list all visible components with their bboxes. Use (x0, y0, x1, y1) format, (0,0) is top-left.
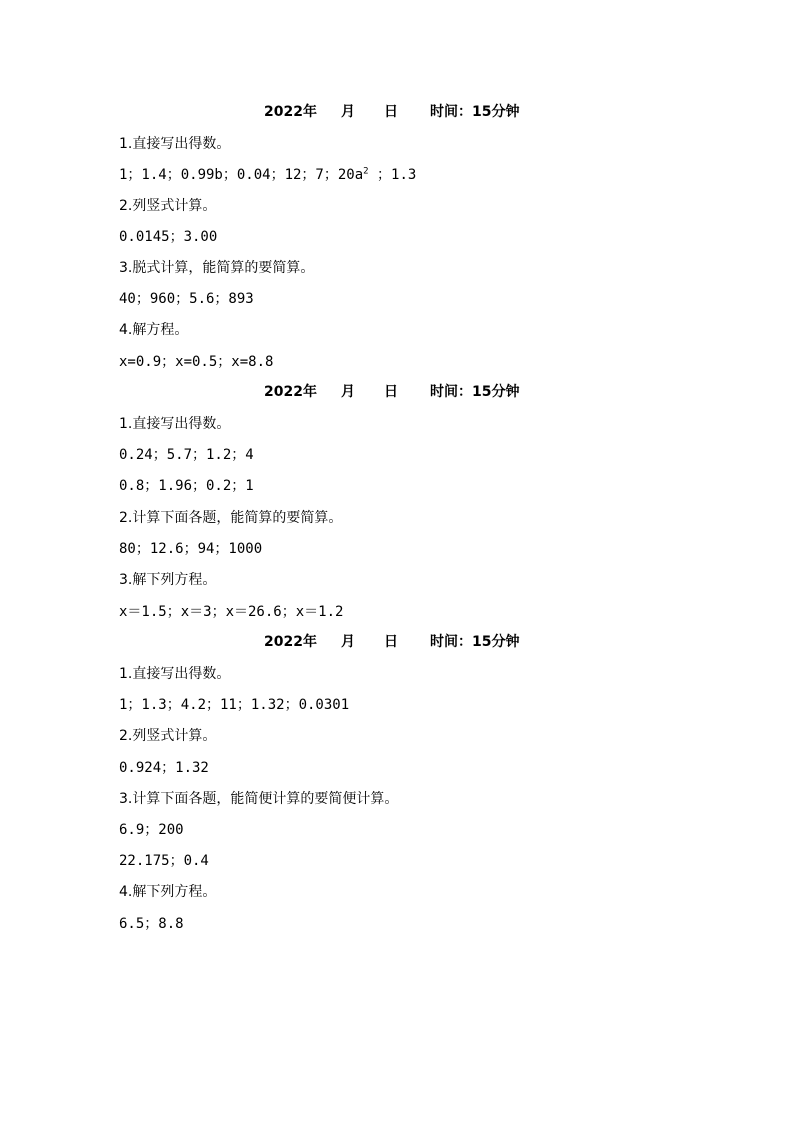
sheet1-q3-title: 3.脱式计算，能简算的要简算。 (119, 260, 315, 276)
sheet2-header-year: 2022年 (264, 384, 317, 400)
sheet2-header-day: 日 (384, 384, 398, 400)
sheet1-q2-title: 2.列竖式计算。 (119, 198, 217, 214)
sheet3-q2-answer: 0.924；1.32 (119, 760, 209, 776)
sheet3-q1-title: 1.直接写出得数。 (119, 666, 231, 682)
sheet2-q3-answer: x＝1.5；x＝3；x＝26.6；x＝1.2 (119, 604, 344, 620)
sheet3-q4-title: 4.解下列方程。 (119, 884, 217, 900)
sheet3-q2-title: 2.列竖式计算。 (119, 728, 217, 744)
sheet1-header-time: 时间：15分钟 (430, 104, 520, 120)
sheet1-q4-answer: x=0.9；x=0.5；x=8.8 (119, 354, 274, 370)
sheet2-q2-title: 2.计算下面各题，能简算的要简算。 (119, 510, 343, 526)
sheet1-q1-answer-a: 1；1.4；0.99b；0.04；12；7；20a (119, 167, 364, 183)
sheet3-header (0, 632, 794, 652)
sheet3-header-time: 时间：15分钟 (430, 634, 520, 650)
sheet1-q1-answer-sup: 2 (363, 166, 369, 177)
sheet2-q3-title: 3.解下列方程。 (119, 572, 217, 588)
sheet2-q2-answer: 80；12.6；94；1000 (119, 541, 263, 557)
sheet2-header-month: 月 (341, 384, 355, 400)
sheet2-q1-title: 1.直接写出得数。 (119, 416, 231, 432)
sheet1-header (0, 102, 794, 122)
sheet3-q3-answer-2: 22.175；0.4 (119, 853, 209, 869)
sheet1-q4-title: 4.解方程。 (119, 322, 189, 338)
sheet1-q1-answer-b: ；1.3 (377, 167, 417, 183)
sheet1-header-year: 2022年 (264, 104, 317, 120)
sheet2-header (0, 382, 794, 402)
sheet2-header-time: 时间：15分钟 (430, 384, 520, 400)
sheet3-header-year: 2022年 (264, 634, 317, 650)
sheet2-q1-answer-1: 0.24；5.7；1.2；4 (119, 447, 254, 463)
sheet2-q1-answer-2: 0.8；1.96；0.2；1 (119, 478, 254, 494)
sheet3-header-month: 月 (341, 634, 355, 650)
sheet3-header-day: 日 (384, 634, 398, 650)
sheet1-q3-answer: 40；960；5.6；893 (119, 291, 254, 307)
sheet1-q1-answer (119, 166, 416, 184)
sheet1-header-month: 月 (341, 104, 355, 120)
sheet3-q1-answer: 1；1.3；4.2；11；1.32；0.0301 (119, 697, 350, 713)
sheet1-q1-title: 1.直接写出得数。 (119, 136, 231, 152)
sheet1-header-day: 日 (384, 104, 398, 120)
sheet3-q3-title: 3.计算下面各题，能简便计算的要简便计算。 (119, 791, 399, 807)
sheet1-q2-answer: 0.0145；3.00 (119, 229, 218, 245)
sheet3-q3-answer-1: 6.9；200 (119, 822, 184, 838)
sheet3-q4-answer: 6.5；8.8 (119, 916, 184, 932)
